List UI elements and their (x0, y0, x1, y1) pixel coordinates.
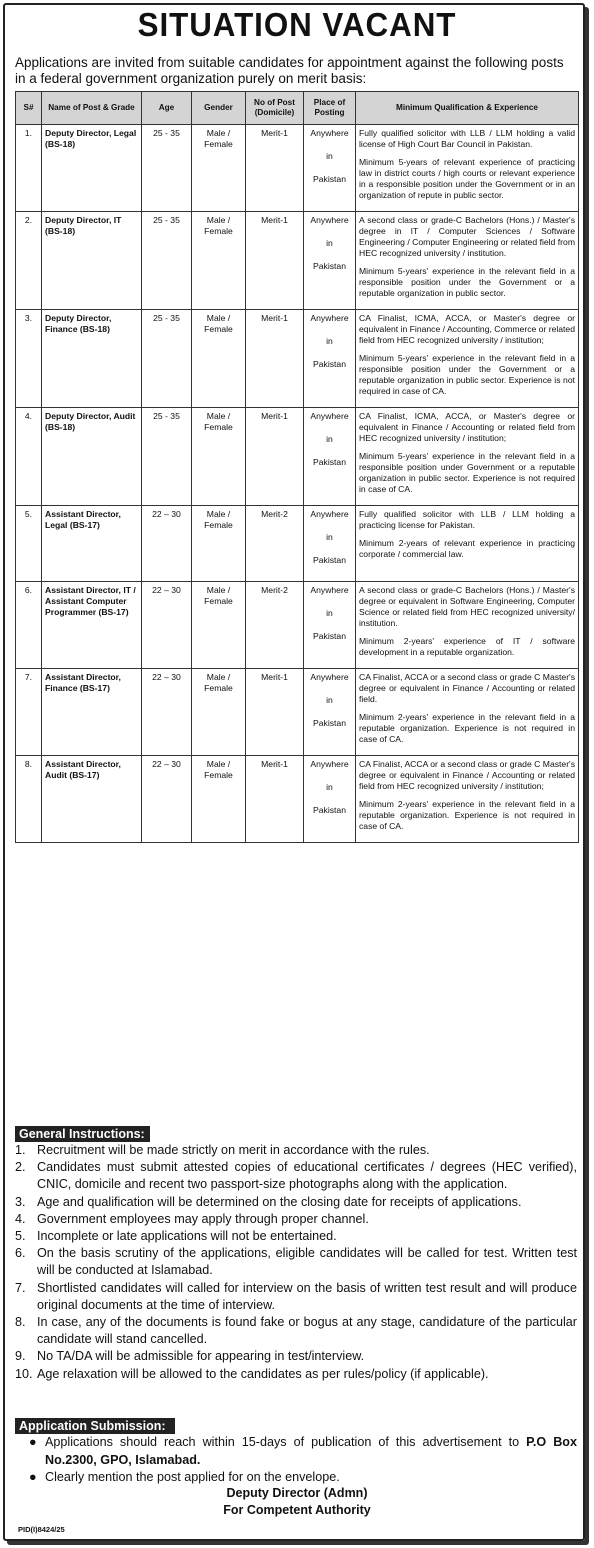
table-row (16, 408, 579, 506)
table-row (16, 756, 579, 843)
qualification-paragraph: Minimum 2-years' experience in the relevant field in a reputable organization. Experience is not required in case of CA. (359, 799, 575, 831)
place-line: Anywhere (310, 215, 349, 225)
place-line: Anywhere (310, 672, 349, 682)
place-line: Anywhere (310, 585, 349, 595)
list-number: 2. (15, 1160, 26, 1175)
signature-title: Deputy Director (Admn) (226, 1486, 368, 1500)
qualification-paragraph: Minimum 5-years' experience in the relevant field in a responsible position under the Government or a reputable organization in public sector. Experience is not required in case of CA. (359, 353, 575, 396)
table-row (16, 506, 579, 582)
cell-qualification (356, 408, 579, 506)
qualification-paragraph: CA Finalist, ICMA, ACCA, or Master's degree or equivalent in Finance / Accounting or related field from HEC recognized university / institution; (359, 411, 575, 443)
bullet-icon: ● (29, 1435, 37, 1449)
qualification-paragraph: Minimum 5-years' experience in the relevant field in a responsible position under the Government or a reputable organization in public sector. (359, 266, 575, 298)
cell-gender: Male / Female (192, 310, 246, 408)
cell-place (304, 756, 356, 843)
cell-gender: Male / Female (192, 756, 246, 843)
place-line: in (326, 151, 333, 161)
cell-gender: Male / Female (192, 582, 246, 669)
place-line: Pakistan (313, 457, 346, 467)
header-gender: Gender (192, 92, 246, 125)
cell-post: Deputy Director, Audit (BS-18) (42, 408, 142, 506)
qualification-paragraph: Minimum 2-years of relevant experience in practicing corporate / commercial law. (359, 538, 575, 559)
cell-age: 25 - 35 (142, 125, 192, 212)
list-number: 7. (15, 1280, 26, 1295)
list-item (15, 1194, 577, 1211)
place-line: Pakistan (313, 174, 346, 184)
page-title: SITUATION VACANT (137, 6, 457, 43)
cell-posts: Merit-1 (246, 756, 304, 843)
place-line: Pakistan (313, 631, 346, 641)
list-item (15, 1348, 577, 1365)
cell-age: 25 - 35 (142, 212, 192, 310)
cell-age: 25 - 35 (142, 408, 192, 506)
place-line: in (326, 608, 333, 618)
cell-qualification (356, 756, 579, 843)
submission-text: Applications should reach within 15-days of publication of this advertisement to (45, 1435, 527, 1449)
instruction-text: Recruitment will be made strictly on merit in accordance with the rules. (37, 1143, 430, 1157)
cell-age: 22 – 30 (142, 582, 192, 669)
cell-posts: Merit-1 (246, 212, 304, 310)
qualification-paragraph: Minimum 2-years' experience in the relevant field in a reputable organization. Experience is not required in case of CA. (359, 712, 575, 744)
place-line: Anywhere (310, 411, 349, 421)
cell-posts: Merit-1 (246, 125, 304, 212)
instruction-text: Incomplete or late applications will not be entertained. (37, 1229, 337, 1244)
qualification-paragraph: A second class or grade-C Bachelors (Hons.) / Master's degree or equivalent in Software Engineering, Computer Science or related field from HEC recognized university/ institution. (359, 585, 575, 628)
cell-sno: 1. (16, 125, 42, 212)
cell-place (304, 506, 356, 582)
cell-place (304, 582, 356, 669)
cell-age: 25 - 35 (142, 310, 192, 408)
cell-qualification (356, 212, 579, 310)
cell-sno: 8. (16, 756, 42, 843)
list-number: 10. (15, 1366, 33, 1381)
instruction-text: Age relaxation will be allowed to the candidates as per rules/policy (if applicable). (37, 1366, 489, 1381)
instruction-text: No TA/DA will be admissible for appearing in test/interview. (37, 1349, 365, 1364)
instruction-text: Shortlisted candidates will called for interview on the basis of written test result and will produce original documents at the time of interview. (37, 1280, 577, 1312)
cell-qualification (356, 125, 579, 212)
place-line: in (326, 238, 333, 248)
cell-posts: Merit-1 (246, 669, 304, 756)
cell-post: Assistant Director, IT / Assistant Computer Programmer (BS-17) (42, 582, 142, 669)
cell-posts: Merit-2 (246, 506, 304, 582)
qualification-paragraph: Minimum 2-years' experience of IT / software development in a reputable organization. (359, 636, 575, 657)
instruction-text: Government employees may apply through proper channel. (37, 1211, 369, 1226)
qualification-paragraph: Fully qualified solicitor with LLB / LLM holding a valid license of High Court Bar Council in Pakistan. (359, 128, 575, 149)
table-row (16, 310, 579, 408)
qualification-paragraph: Fully qualified solicitor with LLB / LLM holding a practicing license for Pakistan. (359, 509, 575, 530)
bullet-icon: ● (29, 1470, 37, 1484)
cell-sno: 3. (16, 310, 42, 408)
instruction-text: In case, any of the documents is found fake or bogus at any stage, candidature of the particular candidate will stand cancelled. (37, 1315, 577, 1347)
cell-posts: Merit-2 (246, 582, 304, 669)
list-number: 8. (15, 1315, 26, 1330)
cell-age: 22 – 30 (142, 669, 192, 756)
place-line: Pakistan (313, 555, 346, 565)
header-qualification: Minimum Qualification & Experience (356, 92, 579, 125)
place-line: in (326, 532, 333, 542)
qualification-paragraph: Minimum 5-years' experience in the relevant field in a responsible position under Government or a reputable organization in public sector. Experience is not required in case of CA. (359, 451, 575, 494)
place-line: Anywhere (310, 128, 349, 138)
cell-post: Deputy Director, IT (BS-18) (42, 212, 142, 310)
cell-gender: Male / Female (192, 506, 246, 582)
list-number: 9. (15, 1349, 26, 1364)
header-post: Name of Post & Grade (42, 92, 142, 125)
list-number: 1. (15, 1143, 26, 1157)
cell-place (304, 125, 356, 212)
submission-note: Clearly mention the post applied for on the envelope. (45, 1470, 340, 1484)
cell-qualification (356, 506, 579, 582)
list-item (15, 1434, 577, 1469)
cell-posts: Merit-1 (246, 408, 304, 506)
cell-sno: 7. (16, 669, 42, 756)
list-item (15, 1314, 577, 1348)
place-line: Pakistan (313, 359, 346, 369)
list-item (15, 1211, 577, 1228)
instruction-text: Age and qualification will be determined on the closing date for receipts of applications. (37, 1194, 522, 1209)
list-number: 4. (15, 1211, 26, 1226)
cell-qualification (356, 310, 579, 408)
list-number: 5. (15, 1229, 26, 1244)
intro-paragraph: Applications are invited from suitable candidates for appointment against the following posts in a federal government organization purely on merit basis: (15, 55, 564, 86)
list-item (15, 1469, 577, 1487)
cell-sno: 2. (16, 212, 42, 310)
qualification-paragraph: A second class or grade-C Bachelors (Hons.) / Master's degree in IT / Computer Sciences / Software Engineering / Computer Engineering or related field from HEC recognized university / institution. (359, 215, 575, 258)
cell-gender: Male / Female (192, 669, 246, 756)
cell-posts: Merit-1 (246, 310, 304, 408)
header-age: Age (142, 92, 192, 125)
table-row (16, 582, 579, 669)
place-line: Pakistan (313, 805, 346, 815)
cell-age: 22 – 30 (142, 506, 192, 582)
instruction-text: On the basis scrutiny of the applications, eligible candidates will be called for test. Written test will be conducted at Islamabad. (37, 1246, 577, 1278)
place-line: Anywhere (310, 313, 349, 323)
cell-post: Deputy Director, Finance (BS-18) (42, 310, 142, 408)
cell-place (304, 408, 356, 506)
place-line: Pakistan (313, 261, 346, 271)
place-line: in (326, 434, 333, 444)
cell-post: Assistant Director, Legal (BS-17) (42, 506, 142, 582)
cell-gender: Male / Female (192, 212, 246, 310)
header-place: Place of Posting (304, 92, 356, 125)
signature-authority: For Competent Authority (223, 1503, 371, 1517)
list-number: 6. (15, 1246, 26, 1261)
cell-qualification (356, 669, 579, 756)
table-row (16, 212, 579, 310)
pid-number: PID(I)8424/25 (18, 1525, 65, 1534)
place-line: Anywhere (310, 509, 349, 519)
application-submission-heading: Application Submission: (15, 1418, 175, 1434)
cell-qualification (356, 582, 579, 669)
cell-post: Assistant Director, Finance (BS-17) (42, 669, 142, 756)
list-item (15, 1228, 577, 1245)
cell-gender: Male / Female (192, 125, 246, 212)
place-line: Anywhere (310, 759, 349, 769)
cell-place (304, 310, 356, 408)
cell-place (304, 669, 356, 756)
place-line: in (326, 336, 333, 346)
place-line: in (326, 782, 333, 792)
cell-sno: 4. (16, 408, 42, 506)
qualification-paragraph: Minimum 5-years of relevant experience of practicing law in district courts / high courts or relevant experience in a responsible position under the Government or in an organization of repute in public sector. (359, 157, 575, 200)
submission-list (15, 1434, 577, 1487)
instructions-list (15, 1142, 577, 1383)
instruction-text: Candidates must submit attested copies of educational certificates / degrees (HEC verified), CNIC, domicile and recent two passport-size photographs along with the application. (37, 1160, 577, 1192)
qualification-paragraph: CA Finalist, ACCA or a second class or grade C Master's degree or equivalent in Finance / Accounting or related field. (359, 672, 575, 704)
header-sno: S# (16, 92, 42, 125)
general-instructions-heading: General Instructions: (15, 1126, 150, 1142)
cell-gender: Male / Female (192, 408, 246, 506)
qualification-paragraph: CA Finalist, ICMA, ACCA, or Master's degree or equivalent in Finance / Accounting, Commerce or related field from HEC recognized university / institution; (359, 313, 575, 345)
cell-sno: 5. (16, 506, 42, 582)
header-posts: No of Post (Domicile) (246, 92, 304, 125)
list-item (15, 1142, 577, 1159)
submission-address: P.O Box No.2300, GPO, Islamabad. (45, 1435, 577, 1467)
place-line: Pakistan (313, 718, 346, 728)
qualification-paragraph: CA Finalist, ACCA or a second class or grade C Master's degree or equivalent in Finance / Accounting or related field from HEC recognized university / institution; (359, 759, 575, 791)
cell-post: Assistant Director, Audit (BS-17) (42, 756, 142, 843)
cell-post: Deputy Director, Legal (BS-18) (42, 125, 142, 212)
list-item (15, 1366, 577, 1383)
table-row (16, 669, 579, 756)
place-line: in (326, 695, 333, 705)
posts-table (15, 91, 579, 843)
list-item (15, 1245, 577, 1279)
list-item (15, 1159, 577, 1193)
table-header-row (16, 92, 579, 125)
table-row (16, 125, 579, 212)
list-number: 3. (15, 1194, 26, 1209)
cell-sno: 6. (16, 582, 42, 669)
list-item (15, 1280, 577, 1314)
cell-age: 22 – 30 (142, 756, 192, 843)
cell-place (304, 212, 356, 310)
